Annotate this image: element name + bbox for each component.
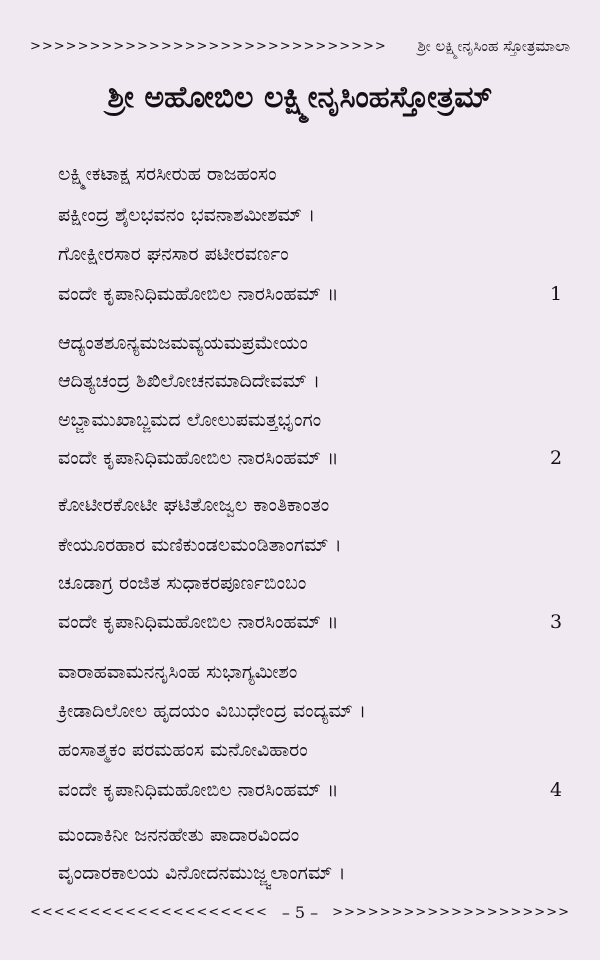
page-footer: [30, 900, 570, 924]
verse-line: ವಂದೇ ಕೃಪಾನಿಧಿಮಹೋಬಿಲ ನಾರಸಿಂಹಮ್ ॥: [58, 447, 339, 469]
verse-number: 3: [550, 611, 563, 633]
verse-line: ವಂದೇ ಕೃಪಾನಿಧಿಮಹೋಬಿಲ ನಾರಸಿಂಹಮ್ ॥: [58, 283, 339, 305]
header-arrows: >>>>>>>>>>>>>>>>>>>>>>>>>>>>>>: [30, 38, 387, 54]
verse-line: ಕೇಯೂರಹಾರ ಮಣಿಕುಂಡಲಮಂಡಿತಾಂಗಮ್ ।: [58, 534, 342, 556]
running-header: [30, 34, 570, 58]
verse-line: ವಾರಾಹವಾಮನನೃಸಿಂಹ ಸುಭಾಗ್ಯಮೀಶಂ: [58, 661, 298, 683]
verse-line: ಆದ್ಯಂತಶೂನ್ಯಮಜಮವ್ಯಯಮಪ್ರಮೇಯಂ: [58, 332, 308, 354]
verse-line: ಗೋಕ್ಷೀರಸಾರ ಘನಸಾರ ಪಟೀರವರ್ಣಂ: [58, 243, 289, 265]
verse-line: ಅಬ್ಜಾಮುಖಾಬ್ಜಮದ ಲೋಲುಪಮತ್ತಭೃಂಗಂ: [58, 409, 322, 431]
verse-line: ವೃಂದಾರಕಾಲಯ ವಿನೋದನಮುಜ್ಜ್ವಲಾಂಗಮ್ ।: [58, 862, 346, 884]
verse-line: ಹಂಸಾತ್ಮಕಂ ಪರಮಹಂಸ ಮನೋವಿಹಾರಂ: [58, 739, 308, 761]
footer-left-arrows: <<<<<<<<<<<<<<<<<<<<: [30, 904, 268, 920]
verse-line: ಕೋಟೀರಕೋಟೀ ಘಟಿತೋಜ್ವಲ ಕಾಂತಿಕಾಂತಂ: [58, 494, 330, 516]
verse-line: ಪಕ್ಷೀಂದ್ರ ಶೈಲಭವನಂ ಭವನಾಶಮೀಶಮ್ ।: [58, 204, 316, 226]
verse-number: 2: [550, 447, 563, 469]
verse-number: 1: [550, 283, 563, 305]
verse-line: ವಂದೇ ಕೃಪಾನಿಧಿಮಹೋಬಿಲ ನಾರಸಿಂಹಮ್ ॥: [58, 779, 339, 801]
verse-line: ಲಕ್ಷ್ಮೀಕಟಾಕ್ಷ ಸರಸೀರುಹ ರಾಜಹಂಸಂ: [58, 163, 277, 185]
header-title: ಶ್ರೀ ಲಕ್ಷ್ಮೀನೃಸಿಂಹ ಸ್ತೋತ್ರಮಾಲಾ: [417, 37, 570, 55]
verse-line: ಮಂದಾಕಿನೀ ಜನನಹೇತು ಪಾದಾರವಿಂದಂ: [58, 824, 300, 846]
verse-line: ಚೂಡಾಗ್ರ ರಂಜಿತ ಸುಧಾಕರಪೂರ್ಣಬಿಂಬಂ: [58, 572, 307, 594]
page-number: – 5 –: [281, 902, 319, 922]
footer-right-arrows: >>>>>>>>>>>>>>>>>>>>: [332, 904, 570, 920]
page-title: ಶ್ರೀ ಅಹೋಬಿಲ ಲಕ್ಷ್ಮೀನೃಸಿಂಹಸ್ತೋತ್ರಮ್: [107, 80, 493, 115]
verse-line: ಕ್ರೀಡಾದಿಲೋಲ ಹೃದಯಂ ವಿಬುಧೇಂದ್ರ ವಂದ್ಯಮ್ ।: [58, 700, 366, 722]
verse-line: ವಂದೇ ಕೃಪಾನಿಧಿಮಹೋಬಿಲ ನಾರಸಿಂಹಮ್ ॥: [58, 611, 339, 633]
verse-line: ಆದಿತ್ಯಚಂದ್ರ ಶಿಖಿಲೋಚನಮಾದಿದೇವಮ್ ।: [58, 370, 320, 392]
verse-number: 4: [550, 779, 563, 801]
